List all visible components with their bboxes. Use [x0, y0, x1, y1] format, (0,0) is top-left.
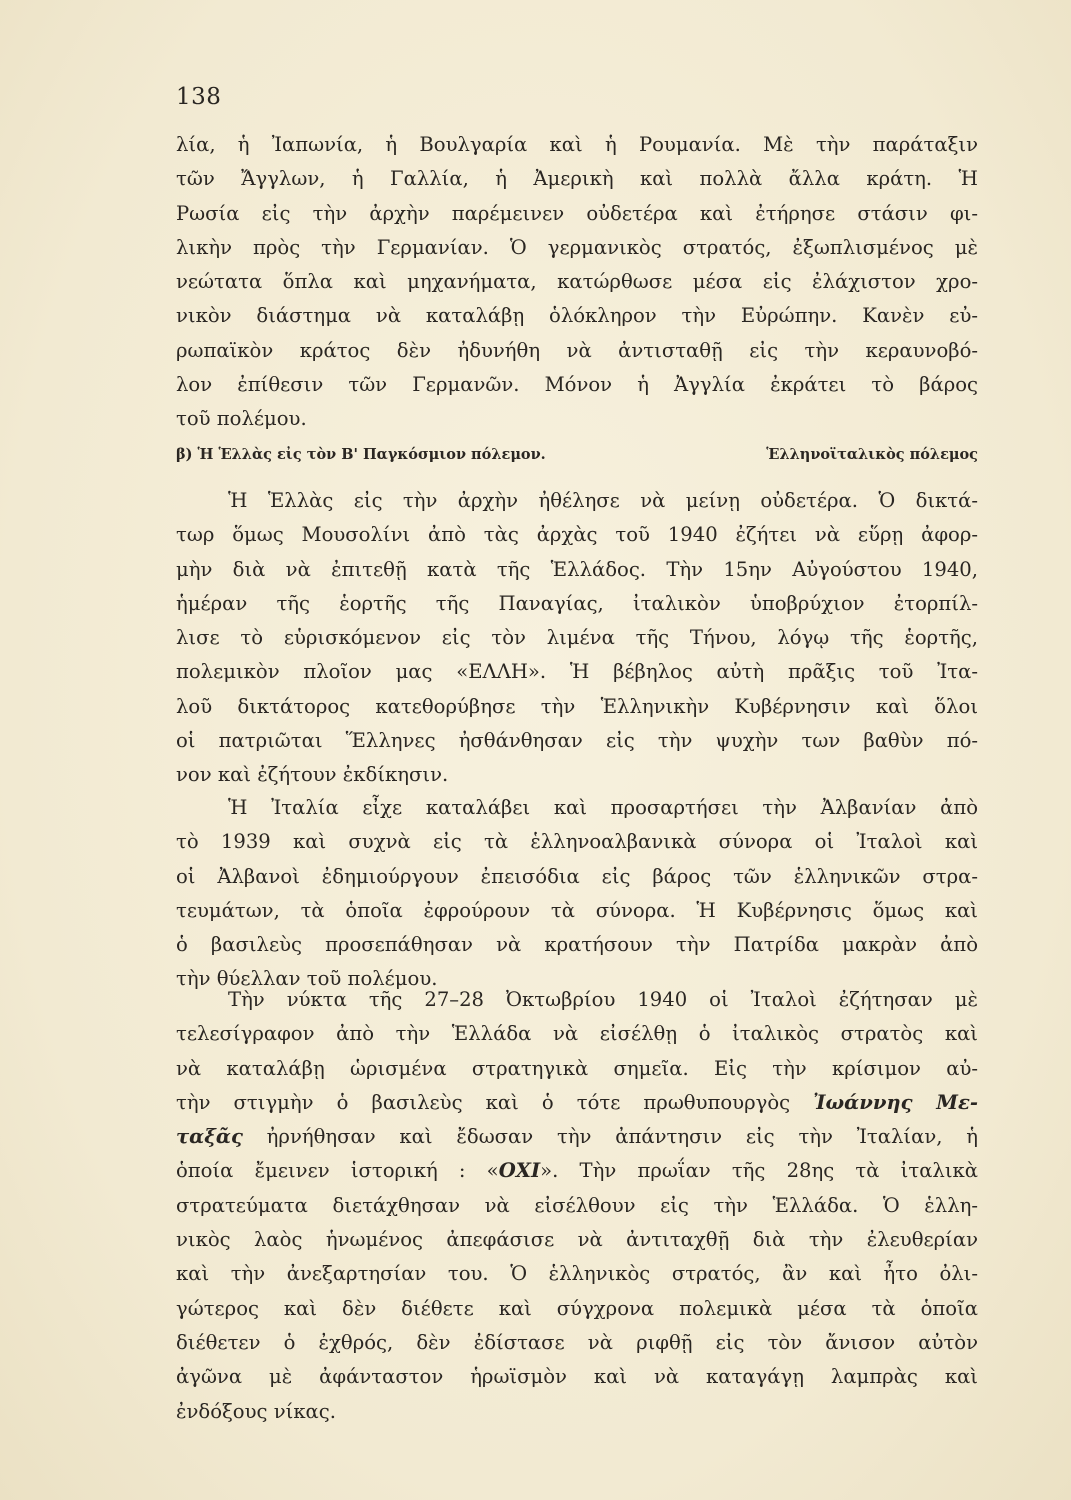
paragraph-3 — [176, 791, 978, 997]
text-line: γώτερος καὶ δὲν διέθετε καὶ σύγχρονα πολεμικὰ μέσα τὰ ὁποῖα — [176, 1296, 978, 1320]
emphasized-name: ταξᾶς — [176, 1125, 243, 1149]
text-line: νὰ καταλάβῃ ὡρισμένα στρατηγικὰ σημεῖα. Εἰς τὴν κρίσιμον αὐ- — [176, 1056, 978, 1080]
text-line: Ἡ Ἑλλὰς εἰς τὴν ἀρχὴν ἠθέλησε νὰ μείνῃ οὐδετέρα. Ὁ δικτά- — [228, 489, 978, 512]
text-line: λισε τὸ εὑρισκόμενον εἰς τὸν λιμένα τῆς Τήνου, λόγῳ τῆς ἑορτῆς, — [176, 626, 978, 650]
text-line: ὁ βασιλεὺς προσεπάθησαν νὰ κρατήσουν τὴν Πατρίδα μακρὰν ἀπὸ — [176, 933, 978, 957]
paragraph-4 — [176, 983, 978, 1429]
section-heading-subtitle: Ἑλληνοϊταλικὸς πόλεμος — [766, 446, 978, 463]
text-line: τὴν θύελλαν τοῦ πολέμου. — [176, 967, 438, 991]
text-line: διέθετεν ὁ ἐχθρός, δὲν ἐδίστασε νὰ ριφθῇ εἰς τὸν ἄνισον αὐτὸν — [176, 1330, 978, 1354]
paragraph-1 — [176, 128, 978, 437]
text-line: οἱ Ἀλβανοὶ ἐδημιούργουν ἐπεισόδια εἰς βάρος τῶν ἑλληνικῶν στρα- — [176, 864, 978, 888]
text-line: νον καὶ ἐζήτουν ἐκδίκησιν. — [176, 763, 449, 787]
text-line: λον ἐπίθεσιν τῶν Γερμανῶν. Μόνον ἡ Ἀγγλία ἐκράτει τὸ βάρος — [176, 373, 978, 397]
text-line — [176, 1154, 978, 1188]
text-line: πολεμικὸν πλοῖον μας «ΕΛΛΗ». Ἡ βέβηλος αὐτὴ πρᾶξις τοῦ Ἰτα- — [176, 660, 978, 684]
text-line: τὸ 1939 καὶ συχνὰ εἰς τὰ ἑλληνοαλβανικὰ σύνορα οἱ Ἰταλοὶ καὶ — [176, 830, 978, 854]
text-line: νικὸν διάστημα νὰ καταλάβῃ ὁλόκληρον τὴν Εὐρώπην. Κανὲν εὐ- — [176, 304, 978, 328]
emphasized-name: Ἰωάννης Με- — [813, 1090, 978, 1114]
text-line: Τὴν νύκτα τῆς 27–28 Ὀκτωβρίου 1940 οἱ Ἰταλοὶ ἐζήτησαν μὲ — [228, 988, 978, 1011]
text-fragment: ἠρνήθησαν καὶ ἔδωσαν τὴν ἀπάντησιν εἰς τὴν Ἰταλίαν, ἡ — [242, 1125, 978, 1149]
text-line: νεώτατα ὅπλα καὶ μηχανήματα, κατώρθωσε μέσα εἰς ἐλάχιστον χρο- — [176, 270, 978, 294]
text-line: νικὸς λαὸς ἡνωμένος ἀπεφάσισε νὰ ἀντιταχθῇ διὰ τὴν ἐλευθερίαν — [176, 1228, 978, 1252]
text-line: Ἡ Ἰταλία εἶχε καταλάβει καὶ προσαρτήσει τὴν Ἀλβανίαν ἀπὸ — [228, 796, 978, 819]
text-line: λία, ἡ Ἰαπωνία, ἡ Βουλγαρία καὶ ἡ Ρουμανία. Μὲ τὴν παράταξιν — [176, 133, 978, 156]
section-heading-title: β) Ἡ Ἑλλὰς εἰς τὸν Β' Παγκόσμιον πόλεμον. — [176, 446, 546, 463]
text-line: τωρ ὅμως Μουσολίνι ἀπὸ τὰς ἀρχὰς τοῦ 1940 ἐζήτει νὰ εὕρῃ ἀφορ- — [176, 523, 978, 547]
page-number: 138 — [176, 84, 222, 110]
text-line: στρατεύματα διετάχθησαν νὰ εἰσέλθουν εἰς τὴν Ἑλλάδα. Ὁ ἑλλη- — [176, 1193, 978, 1217]
text-fragment: ὁποία ἔμεινεν ἱστορική : « — [176, 1159, 499, 1183]
text-fragment: τὴν στιγμὴν ὁ βασιλεὺς καὶ ὁ τότε πρωθυπουργὸς — [176, 1090, 814, 1114]
text-line: οἱ πατριῶται Ἕλληνες ἠσθάνθησαν εἰς τὴν ψυχὴν των βαθὺν πό- — [176, 729, 978, 753]
text-line — [176, 1086, 978, 1120]
text-line: Ρωσία εἰς τὴν ἀρχὴν παρέμεινεν οὐδετέρα καὶ ἐτήρησε στάσιν φι- — [176, 201, 978, 225]
text-line: λικὴν πρὸς τὴν Γερμανίαν. Ὁ γερμανικὸς στρατός, ἐξωπλισμένος μὲ — [176, 235, 978, 259]
text-fragment: ». Τὴν πρωΐαν τῆς 28ης τὰ ἰταλικὰ — [540, 1159, 978, 1183]
emphasized-oxi: ΟΧΙ — [498, 1159, 541, 1183]
text-line: τελεσίγραφον ἀπὸ τὴν Ἑλλάδα νὰ εἰσέλθῃ ὁ ἰταλικὸς στρατὸς καὶ — [176, 1022, 978, 1046]
paragraph-2 — [176, 484, 978, 793]
text-line: λοῦ δικτάτορος κατεθορύβησε τὴν Ἑλληνικὴν Κυβέρνησιν καὶ ὅλοι — [176, 694, 978, 718]
text-line: μὴν διὰ νὰ ἐπιτεθῇ κατὰ τῆς Ἑλλάδος. Τὴν 15ην Αὐγούστου 1940, — [176, 557, 978, 581]
text-line: τοῦ πολέμου. — [176, 407, 307, 431]
text-line: ἐνδόξους νίκας. — [176, 1399, 336, 1423]
text-line: τευμάτων, τὰ ὁποῖα ἐφρούρουν τὰ σύνορα. Ἡ Κυβέρνησις ὅμως καὶ — [176, 898, 978, 922]
text-line: τῶν Ἄγγλων, ἡ Γαλλία, ἡ Ἀμερικὴ καὶ πολλὰ ἄλλα κράτη. Ἡ — [176, 167, 978, 191]
text-line: ἀγῶνα μὲ ἀφάνταστον ἡρωϊσμὸν καὶ νὰ καταγάγῃ λαμπρὰς καὶ — [176, 1365, 978, 1389]
text-line: ρωπαϊκὸν κράτος δὲν ἠδυνήθη νὰ ἀντισταθῇ εἰς τὴν κεραυνοβό- — [176, 338, 978, 362]
section-heading — [176, 446, 978, 463]
text-line: ἡμέραν τῆς ἑορτῆς τῆς Παναγίας, ἰταλικὸν ὑποβρύχιον ἐτορπίλ- — [176, 591, 978, 615]
text-line: καὶ τὴν ἀνεξαρτησίαν του. Ὁ ἑλληνικὸς στρατός, ἂν καὶ ἦτο ὀλι- — [176, 1262, 978, 1286]
text-line — [176, 1120, 978, 1154]
